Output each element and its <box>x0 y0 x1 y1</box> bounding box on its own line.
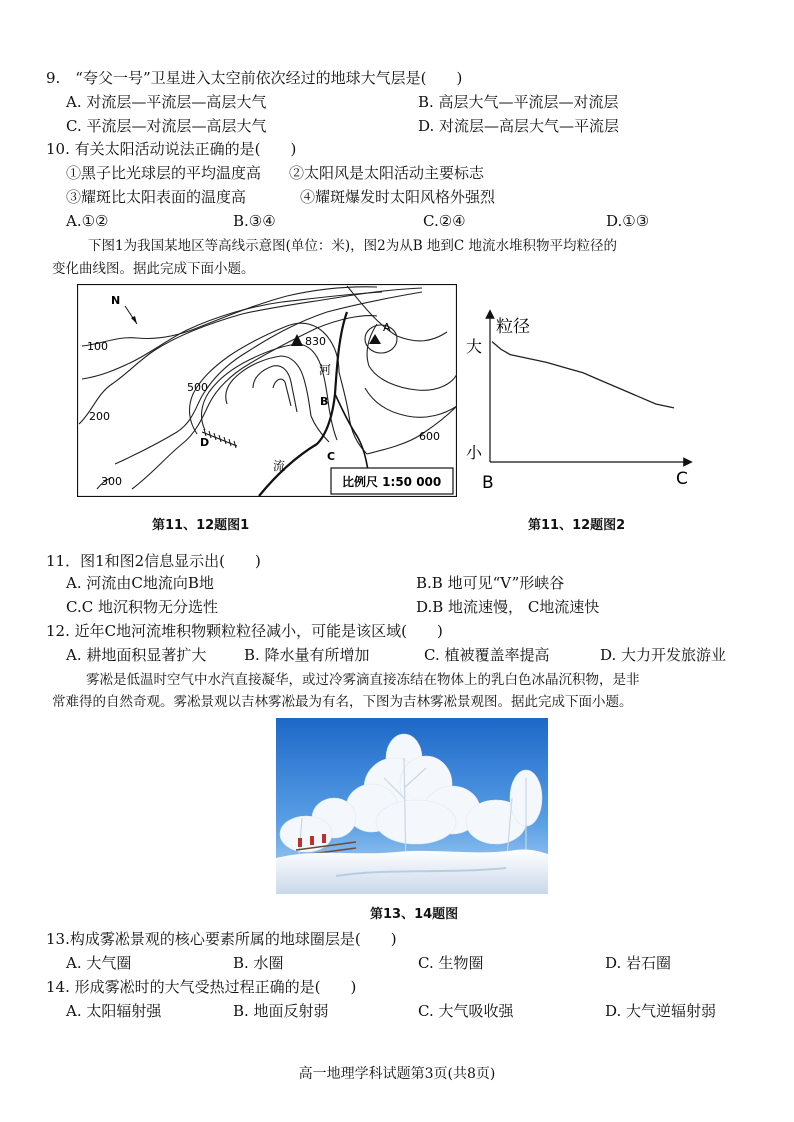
page-footer: 高一地理学科试题第3页(共8页) <box>298 1066 496 1082</box>
intro-11-12-line1: 下图1为我国某地区等高线示意图(单位：米)，图2为从B 地到C 地流水堆积物平均粒径的 <box>88 238 618 254</box>
point-d-label: D <box>200 436 210 449</box>
contour-label-100: 100 <box>87 340 108 353</box>
q10-option-a[interactable]: A.①② <box>66 212 109 230</box>
q12-option-c[interactable]: C. 植被覆盖率提高 <box>424 646 550 664</box>
north-label: N <box>111 294 121 307</box>
intro-13-14-line1: 雾凇是低温时空气中水汽直接凝华，或过冷雾滴直接冻结在物体上的乳白色冰晶沉积物，是非 <box>86 672 640 688</box>
q10-option-d[interactable]: D.①③ <box>606 212 650 230</box>
contour-label-200: 200 <box>89 410 110 423</box>
q10-statement-3: ③耀斑比太阳表面的温度高 <box>66 188 247 206</box>
intro-13-14-line2: 常难得的自然奇观。雾凇景观以吉林雾凇最为有名，下图为吉林雾凇景观图。据此完成下面小题。 <box>52 694 633 710</box>
q14-option-a[interactable]: A. 太阳辐射强 <box>66 1002 162 1020</box>
intro-11-12-line2: 变化曲线图。据此完成下面小题。 <box>52 261 255 277</box>
q13-option-c[interactable]: C. 生物圈 <box>418 954 484 972</box>
y-axis-big-label: 大 <box>466 337 483 356</box>
figure1-caption: 第11、12题图1 <box>152 518 250 533</box>
q14-option-b[interactable]: B. 地面反射弱 <box>233 1002 329 1020</box>
q13-stem: 13.构成雾凇景观的核心要素所属的地球圈层是( ) <box>46 930 397 948</box>
q10-option-c[interactable]: C.②④ <box>423 212 466 230</box>
q10-option-b[interactable]: B.③④ <box>233 212 276 230</box>
q11-option-b[interactable]: B.B 地可见“V”形峡谷 <box>416 574 565 592</box>
q11-option-d[interactable]: D.B 地流速慢， C地流速快 <box>416 598 600 616</box>
q13-option-d[interactable]: D. 岩石圈 <box>605 954 672 972</box>
q12-option-b[interactable]: B. 降水量有所增加 <box>244 646 370 664</box>
river-label-liu: 流 <box>273 459 286 473</box>
q12-option-d[interactable]: D. 大力开发旅游业 <box>600 646 727 664</box>
q11-stem: 11．图1和图2信息显示出( ) <box>46 552 261 570</box>
photo-caption: 第13、14题图 <box>370 907 459 922</box>
q12-stem: 12. 近年C地河流堆积物颗粒粒径减小，可能是该区域( ) <box>46 622 443 640</box>
q14-option-d[interactable]: D. 大气逆辐射弱 <box>605 1002 717 1020</box>
q10-statement-1: ①黑子比光球层的平均温度高 <box>66 164 262 182</box>
y-axis-small-label: 小 <box>466 443 483 462</box>
q9-option-a[interactable]: A. 对流层—平流层—高层大气 <box>66 93 267 111</box>
contour-label-600: 600 <box>419 430 440 443</box>
grain-size-chart-figure2 <box>462 306 694 496</box>
q10-stem: 10. 有关太阳活动说法正确的是( ) <box>46 140 297 158</box>
q11-option-a[interactable]: A. 河流由C地流向B地 <box>66 574 214 592</box>
q9-option-b[interactable]: B. 高层大气—平流层—对流层 <box>418 93 619 111</box>
x-axis-start-label: B <box>482 473 494 493</box>
contour-label-500: 500 <box>187 381 208 394</box>
q10-statement-4: ④耀斑爆发时太阳风格外强烈 <box>300 188 496 206</box>
q9-option-d[interactable]: D. 对流层—高层大气—平流层 <box>418 117 620 135</box>
q13-option-a[interactable]: A. 大气圈 <box>66 954 132 972</box>
q12-option-a[interactable]: A. 耕地面积显著扩大 <box>66 646 207 664</box>
point-c-label: C <box>327 450 336 463</box>
x-axis-end-label: C <box>676 469 688 489</box>
y-axis-label: 粒径 <box>496 317 530 337</box>
point-b-label: B <box>320 395 329 408</box>
rime-landscape-photo <box>276 718 548 894</box>
q14-option-c[interactable]: C. 大气吸收强 <box>418 1002 514 1020</box>
q11-option-c[interactable]: C.C 地沉积物无分选性 <box>66 598 218 616</box>
peak-elevation-label: 830 <box>305 335 326 348</box>
river-label-he: 河 <box>319 363 332 377</box>
contour-map-figure1 <box>77 284 457 497</box>
scale-label: 比例尺 1:50 000 <box>342 475 442 489</box>
q9-option-c[interactable]: C. 平流层—对流层—高层大气 <box>66 117 267 135</box>
q14-stem: 14. 形成雾凇时的大气受热过程正确的是( ) <box>46 978 357 996</box>
q10-statement-2: ②太阳风是太阳活动主要标志 <box>289 164 485 182</box>
contour-label-300: 300 <box>101 475 122 488</box>
grain-size-curve <box>492 342 674 408</box>
q13-option-b[interactable]: B. 水圈 <box>233 954 284 972</box>
figure2-caption: 第11、12题图2 <box>528 518 626 533</box>
q9-stem: 9. “夸父一号”卫星进入太空前依次经过的地球大气层是( ) <box>46 69 463 87</box>
point-a-label: A <box>383 321 391 334</box>
